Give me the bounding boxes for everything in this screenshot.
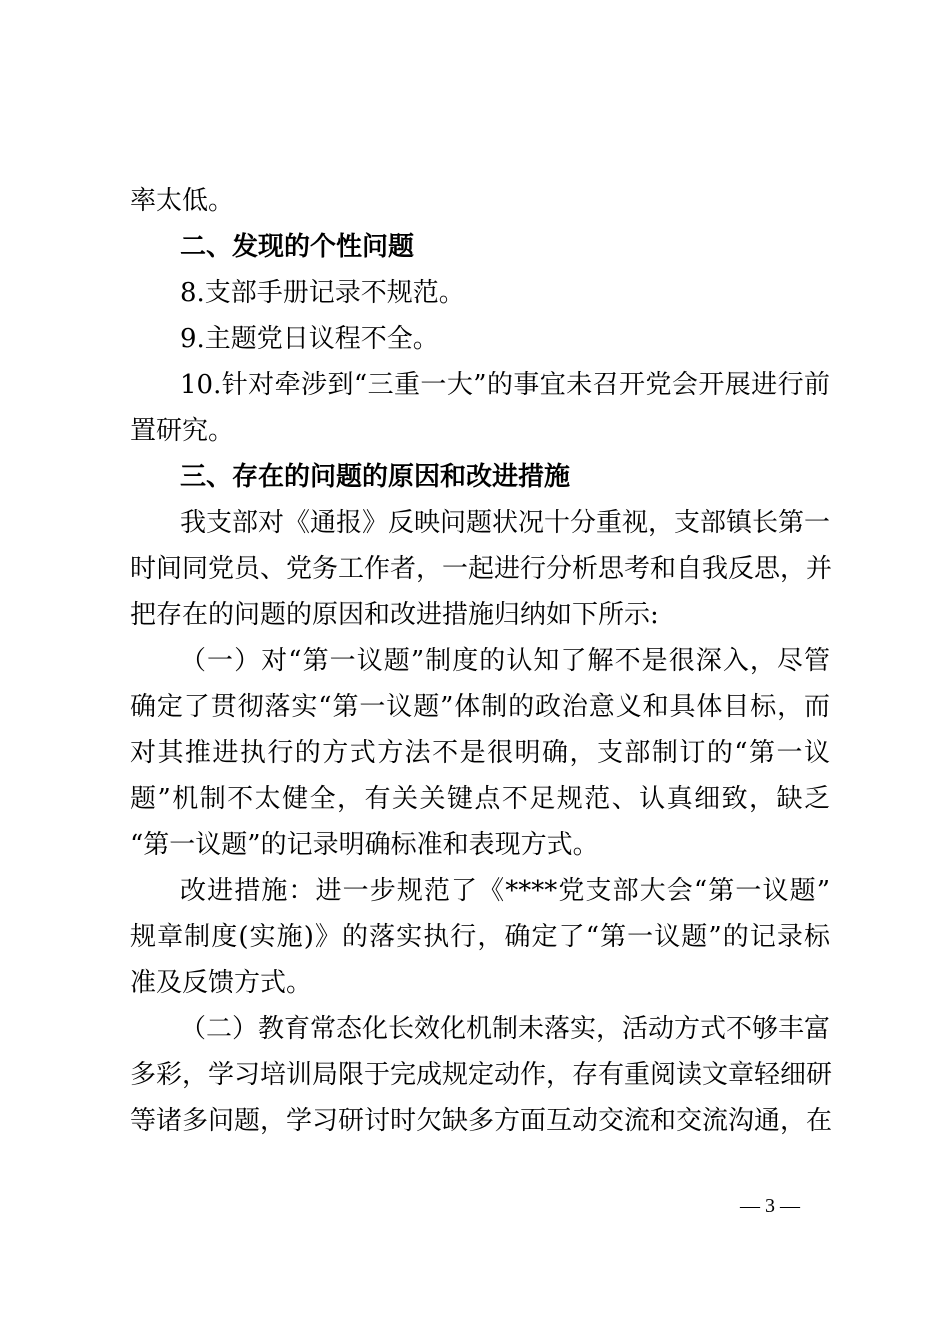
page-number: — 3 — [740,1195,800,1217]
text-line: 时间同党员、党务工作者，一起进行分析思考和自我反思，并 [130,554,833,584]
text-line: 10.针对牵涉到“三重一大”的事宜未召开党会开展进行前 [180,370,830,400]
text-line: 改进措施：进一步规范了《****党支部大会“第一议题” [180,876,830,906]
text-line: 多彩，学习培训局限于完成规定动作，存有重阅读文章轻细研 [130,1060,833,1090]
text-line: 规章制度(实施)》的落实执行，确定了“第一议题”的记录标 [130,922,830,952]
text-line: “第一议题”的记录明确标准和表现方式。 [130,830,599,860]
text-line: （二）教育常态化长效化机制未落实，活动方式不够丰富 [180,1014,831,1044]
section-heading: 三、存在的问题的原因和改进措施 [180,462,571,492]
text-line: 8.支部手册记录不规范。 [180,278,465,308]
text-line: 等诸多问题，学习研讨时欠缺多方面互动交流和交流沟通，在 [130,1106,833,1136]
text-line: 题”机制不太健全，有关关键点不足规范、认真细致，缺乏 [130,784,830,814]
text-line: 把存在的问题的原因和改进措施归纳如下所示: [130,600,659,630]
text-line: 对其推进执行的方式方法不是很明确，支部制订的“第一议 [130,738,830,768]
text-line: 准及反馈方式。 [130,968,313,998]
text-line: 确定了贯彻落实“第一议题”体制的政治意义和具体目标，而 [130,692,830,722]
text-line: 我支部对《通报》反映问题状况十分重视，支部镇长第一 [180,508,831,538]
text-line: 9.主题党日议程不全。 [180,324,439,354]
text-line: （一）对“第一议题”制度的认知了解不是很深入，尽管 [180,646,830,676]
text-line: 率太低。 [130,186,235,216]
section-heading: 二、发现的个性问题 [180,232,415,262]
text-line: 置研究。 [130,416,235,446]
